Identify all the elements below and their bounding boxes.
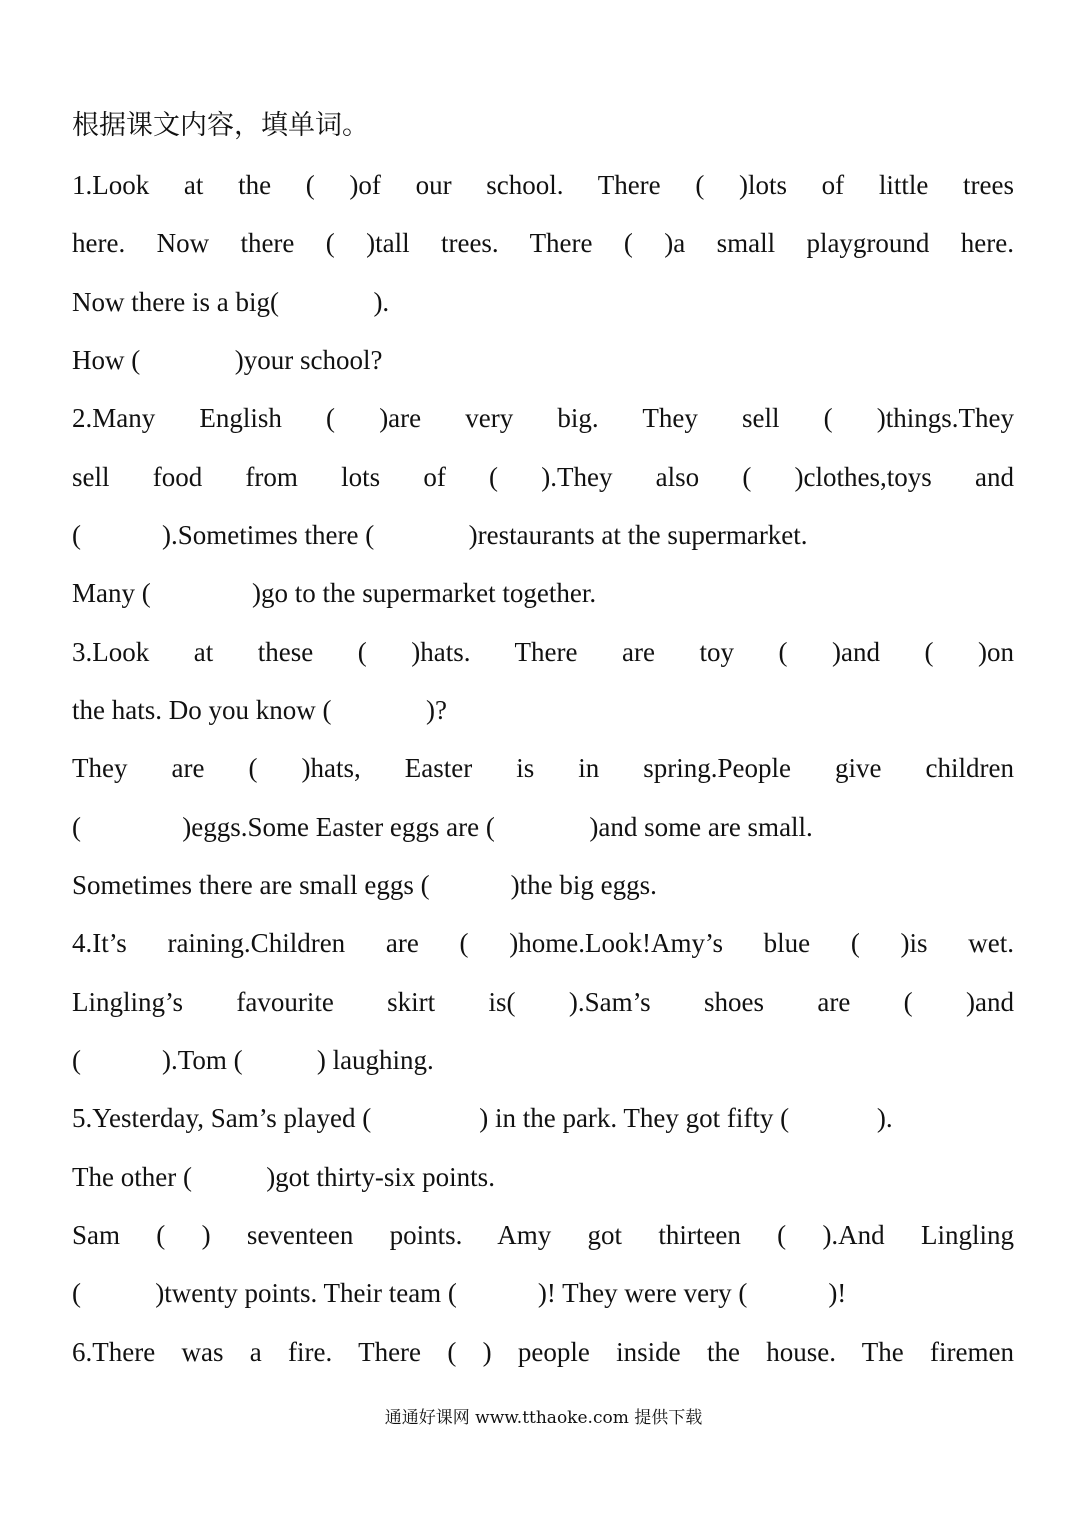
question-3-line-5: Sometimes there are small eggs ( )the big eggs. [72, 870, 657, 900]
question-1-line-1: 1.Look at the ( )of our school. There ( )lots of little trees [72, 170, 1014, 200]
question-4-line-3: ( ).Tom ( ) laughing. [72, 1045, 434, 1075]
question-5-line-1: 5.Yesterday, Sam’s played ( ) in the park. They got fifty ( ). [72, 1103, 893, 1133]
question-5-line-3: Sam ( ) seventeen points. Amy got thirteen ( ).And Lingling [72, 1220, 1014, 1250]
question-5-line-2: The other ( )got thirty-six points. [72, 1162, 495, 1192]
question-1-line-4: How ( )your school? [72, 345, 383, 375]
question-3-line-4: ( )eggs.Some Easter eggs are ( )and some are small. [72, 812, 813, 842]
question-1-line-3: Now there is a big( ). [72, 287, 390, 317]
question-2-line-3: ( ).Sometimes there ( )restaurants at the supermarket. [72, 520, 808, 550]
question-4-line-1: 4.It’s raining.Children are ( )home.Look!Amy’s blue ( )is wet. [72, 928, 1014, 958]
question-6-line-1: 6.There was a fire. There ( ) people inside the house. The firemen [72, 1337, 1014, 1367]
question-2-line-1: 2.Many English ( )are very big. They sell ( )things.They [72, 403, 1014, 433]
question-1-line-2: here. Now there ( )tall trees. There ( )a small playground here. [72, 228, 1014, 258]
question-4-line-2: Lingling’s favourite skirt is( ).Sam’s shoes are ( )and [72, 987, 1014, 1017]
question-3-line-1: 3.Look at these ( )hats. There are toy ( )and ( )on [72, 637, 1014, 667]
question-3-line-2: the hats. Do you know ( )? [72, 695, 447, 725]
question-5-line-4: ( )twenty points. Their team ( )! They were very ( )! [72, 1278, 847, 1308]
page-footer: 通通好课网 www.tthaoke.com 提供下载 [384, 1408, 703, 1428]
question-2-line-4: Many ( )go to the supermarket together. [72, 578, 597, 608]
worksheet-heading: 根据课文内容，填单词。 [72, 110, 369, 141]
question-2-line-2: sell food from lots of ( ).They also ( )clothes,toys and [72, 462, 1014, 492]
question-3-line-3: They are ( )hats, Easter is in spring.People give children [72, 753, 1014, 783]
